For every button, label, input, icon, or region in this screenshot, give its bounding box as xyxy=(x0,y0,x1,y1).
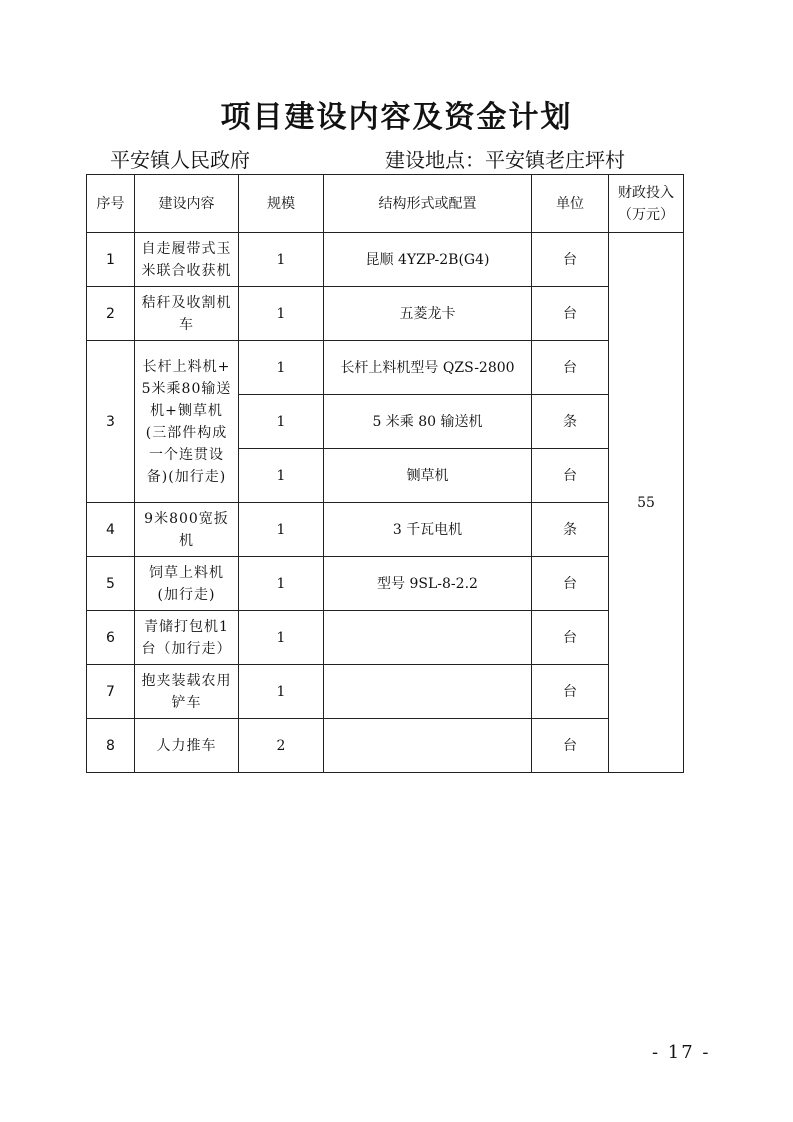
row-unit: 台 xyxy=(532,557,609,611)
header-investment: 财政投入（万元） xyxy=(609,175,684,233)
header-config: 结构形式或配置 xyxy=(324,175,532,233)
row-content: 9米800宽扳机 xyxy=(135,503,239,557)
row-config: 昆顺 4YZP-2B(G4) xyxy=(324,233,532,287)
row-index: 2 xyxy=(87,287,135,341)
row-index: 1 xyxy=(87,233,135,287)
row-unit: 台 xyxy=(532,287,609,341)
table-row xyxy=(87,719,684,773)
row-unit: 台 xyxy=(532,341,609,395)
row-config xyxy=(324,665,532,719)
row-unit: 条 xyxy=(532,395,609,449)
table-row xyxy=(87,611,684,665)
row-scale: 1 xyxy=(239,395,324,449)
row-unit: 台 xyxy=(532,233,609,287)
row-config: 铡草机 xyxy=(324,449,532,503)
row-unit: 台 xyxy=(532,449,609,503)
row-index: 7 xyxy=(87,665,135,719)
row-unit: 台 xyxy=(532,665,609,719)
row-index: 4 xyxy=(87,503,135,557)
row-scale: 1 xyxy=(239,233,324,287)
row-scale: 1 xyxy=(239,611,324,665)
row-content: 饲草上料机(加行走) xyxy=(135,557,239,611)
table-row xyxy=(87,503,684,557)
row-scale: 1 xyxy=(239,287,324,341)
row-scale: 1 xyxy=(239,557,324,611)
row-scale: 2 xyxy=(239,719,324,773)
row-content: 长杆上料机+5米乘80输送机+铡草机(三部件构成一个连贯设备)(加行走) xyxy=(135,341,239,503)
header-content: 建设内容 xyxy=(135,175,239,233)
row-content: 青储打包机1台（加行走） xyxy=(135,611,239,665)
row-scale: 1 xyxy=(239,449,324,503)
row-config: 长杆上料机型号 QZS-2800 xyxy=(324,341,532,395)
row-scale: 1 xyxy=(239,341,324,395)
row-config xyxy=(324,611,532,665)
row-index: 6 xyxy=(87,611,135,665)
table-row xyxy=(87,341,684,395)
row-scale: 1 xyxy=(239,665,324,719)
row-unit: 台 xyxy=(532,719,609,773)
row-config: 5 米乘 80 输送机 xyxy=(324,395,532,449)
page-title: 项目建设内容及资金计划 xyxy=(220,100,573,135)
organization-name: 平安镇人民政府 xyxy=(110,148,250,172)
row-unit: 条 xyxy=(532,503,609,557)
row-content: 自走履带式玉米联合收获机 xyxy=(135,233,239,287)
header-unit: 单位 xyxy=(532,175,609,233)
header-scale: 规模 xyxy=(239,175,324,233)
table-row xyxy=(87,287,684,341)
row-config xyxy=(324,719,532,773)
row-config: 3 千瓦电机 xyxy=(324,503,532,557)
investment-total: 55 xyxy=(609,233,684,773)
row-unit: 台 xyxy=(532,611,609,665)
row-config: 型号 9SL-8-2.2 xyxy=(324,557,532,611)
plan-table xyxy=(86,174,684,773)
table-row xyxy=(87,665,684,719)
header-index: 序号 xyxy=(87,175,135,233)
table-header-row xyxy=(87,175,684,233)
row-index: 5 xyxy=(87,557,135,611)
row-index: 8 xyxy=(87,719,135,773)
row-content: 秸秆及收割机车 xyxy=(135,287,239,341)
row-content: 人力推车 xyxy=(135,719,239,773)
page-number: - 17 - xyxy=(652,1042,711,1063)
construction-location: 建设地点：平安镇老庄坪村 xyxy=(385,148,625,172)
row-config: 五菱龙卡 xyxy=(324,287,532,341)
row-index: 3 xyxy=(87,341,135,503)
row-content: 抱夹装载农用铲车 xyxy=(135,665,239,719)
table-row xyxy=(87,233,684,287)
table-row xyxy=(87,557,684,611)
row-scale: 1 xyxy=(239,503,324,557)
